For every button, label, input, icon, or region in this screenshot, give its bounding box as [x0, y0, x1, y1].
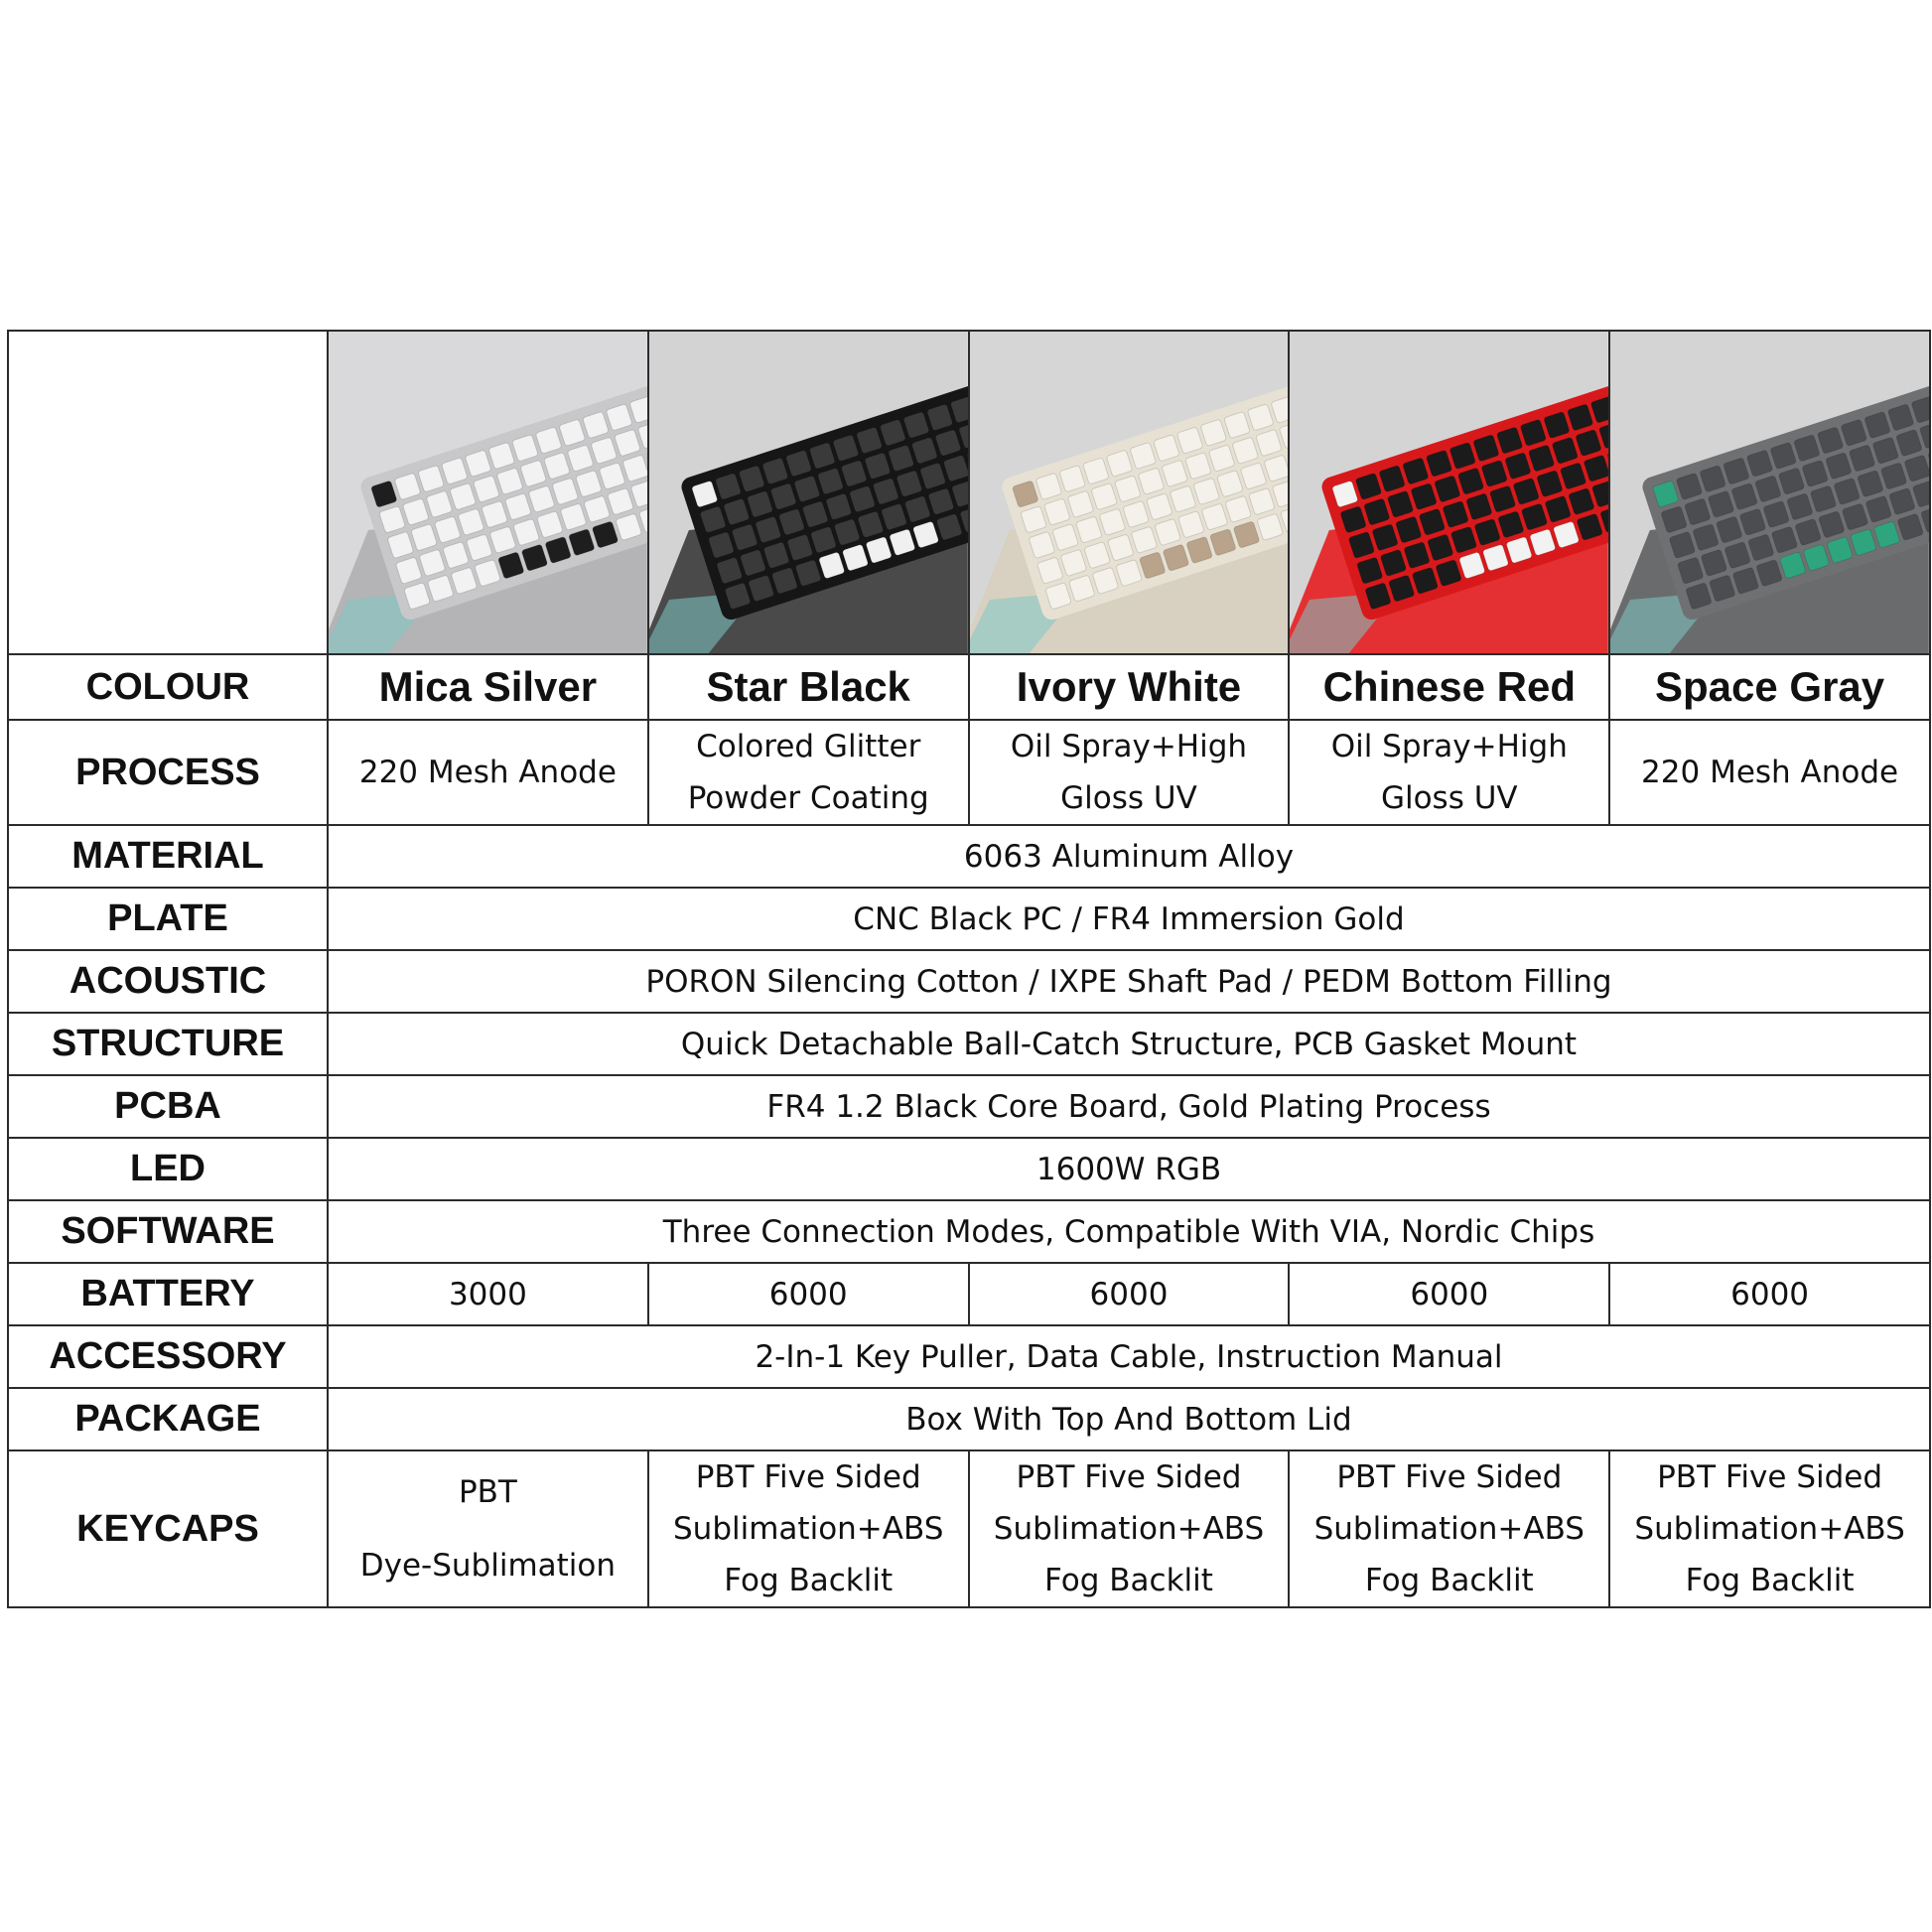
- keycaps-value-space-gray: [1609, 1450, 1930, 1607]
- keycaps-line-2: Sublimation+ABS: [673, 1511, 944, 1547]
- process-text: 220 Mesh Anode: [358, 755, 617, 790]
- keyboard-illustration: [1290, 332, 1608, 653]
- variant-name-space-gray: Space Gray: [1609, 654, 1930, 720]
- variant-name-star-black: Star Black: [648, 654, 969, 720]
- colour-label: COLOUR: [8, 654, 328, 720]
- keycaps-line-1: PBT Five Sided: [695, 1459, 921, 1495]
- material-row: [8, 825, 1930, 888]
- plate-value: CNC Black PC / FR4 Immersion Gold: [328, 888, 1930, 950]
- process-text: 220 Mesh Anode: [1641, 755, 1899, 790]
- product-image-mica-silver: [328, 331, 648, 654]
- image-row: [8, 331, 1930, 654]
- battery-value-mica-silver: 3000: [328, 1263, 648, 1325]
- process-line-1: Oil Spray+High: [1330, 729, 1568, 764]
- led-label: LED: [8, 1138, 328, 1200]
- software-value: Three Connection Modes, Compatible With VIA, Nordic Chips: [328, 1200, 1930, 1263]
- keycaps-line-2: Sublimation+ABS: [993, 1511, 1265, 1547]
- keycaps-value-mica-silver: [328, 1450, 648, 1607]
- keyboard-illustration: [329, 332, 647, 653]
- battery-row: [8, 1263, 1930, 1325]
- keycaps-line-1: PBT Five Sided: [1336, 1459, 1563, 1495]
- process-value-mica-silver: [328, 720, 648, 825]
- keycaps-line-3: Fog Backlit: [1685, 1563, 1855, 1598]
- keycaps-line-3: Fog Backlit: [1364, 1563, 1534, 1598]
- battery-value-star-black: 6000: [648, 1263, 969, 1325]
- colour-row: [8, 654, 1930, 720]
- keycaps-line-2: Sublimation+ABS: [1313, 1511, 1585, 1547]
- product-image-ivory-white: [969, 331, 1290, 654]
- software-row: [8, 1200, 1930, 1263]
- material-value: 6063 Aluminum Alloy: [328, 825, 1930, 888]
- product-image-space-gray: [1609, 331, 1930, 654]
- package-value: Box With Top And Bottom Lid: [328, 1388, 1930, 1450]
- process-line-2: Powder Coating: [687, 780, 929, 816]
- led-row: [8, 1138, 1930, 1200]
- corner-empty-cell: [8, 331, 328, 654]
- keyboard-illustration: [649, 332, 968, 653]
- structure-label: STRUCTURE: [8, 1013, 328, 1075]
- keycaps-row: [8, 1450, 1930, 1607]
- plate-label: PLATE: [8, 888, 328, 950]
- battery-value-space-gray: 6000: [1609, 1263, 1930, 1325]
- keycaps-line-1: PBT Five Sided: [1016, 1459, 1242, 1495]
- process-label: PROCESS: [8, 720, 328, 825]
- keycaps-line-1: PBT Five Sided: [1657, 1459, 1883, 1495]
- process-value-chinese-red: [1289, 720, 1609, 825]
- process-line-1: Oil Spray+High: [1010, 729, 1248, 764]
- keyboard-illustration: [970, 332, 1289, 653]
- keycaps-line-2: Dye-Sublimation: [359, 1548, 617, 1584]
- acoustic-label: ACOUSTIC: [8, 950, 328, 1013]
- spacer: [335, 1518, 641, 1540]
- battery-value-ivory-white: 6000: [969, 1263, 1290, 1325]
- process-value-space-gray: [1609, 720, 1930, 825]
- spec-comparison-table: [7, 330, 1931, 1608]
- led-value: 1600W RGB: [328, 1138, 1930, 1200]
- pcba-label: PCBA: [8, 1075, 328, 1138]
- accessory-label: ACCESSORY: [8, 1325, 328, 1388]
- process-row: [8, 720, 1930, 825]
- keycaps-value-chinese-red: [1289, 1450, 1609, 1607]
- keycaps-line-1: PBT: [458, 1474, 517, 1510]
- accessory-value: 2-In-1 Key Puller, Data Cable, Instruction Manual: [328, 1325, 1930, 1388]
- process-line-2: Gloss UV: [1380, 780, 1518, 816]
- keycaps-value-ivory-white: [969, 1450, 1290, 1607]
- keycaps-line-3: Fog Backlit: [724, 1563, 894, 1598]
- keycaps-line-2: Sublimation+ABS: [1634, 1511, 1905, 1547]
- variant-name-ivory-white: Ivory White: [969, 654, 1290, 720]
- pcba-row: [8, 1075, 1930, 1138]
- structure-row: [8, 1013, 1930, 1075]
- acoustic-value: PORON Silencing Cotton / IXPE Shaft Pad / PEDM Bottom Filling: [328, 950, 1930, 1013]
- process-line-1: Colored Glitter: [696, 729, 921, 764]
- keycaps-value-star-black: [648, 1450, 969, 1607]
- software-label: SOFTWARE: [8, 1200, 328, 1263]
- product-image-chinese-red: [1289, 331, 1609, 654]
- pcba-value: FR4 1.2 Black Core Board, Gold Plating Process: [328, 1075, 1930, 1138]
- process-line-2: Gloss UV: [1060, 780, 1197, 816]
- product-image-star-black: [648, 331, 969, 654]
- variant-name-mica-silver: Mica Silver: [328, 654, 648, 720]
- keyboard-illustration: [1610, 332, 1929, 653]
- keycaps-line-3: Fog Backlit: [1044, 1563, 1213, 1598]
- accessory-row: [8, 1325, 1930, 1388]
- package-row: [8, 1388, 1930, 1450]
- package-label: PACKAGE: [8, 1388, 328, 1450]
- battery-value-chinese-red: 6000: [1289, 1263, 1609, 1325]
- battery-label: BATTERY: [8, 1263, 328, 1325]
- process-value-ivory-white: [969, 720, 1290, 825]
- variant-name-chinese-red: Chinese Red: [1289, 654, 1609, 720]
- process-value-star-black: [648, 720, 969, 825]
- material-label: MATERIAL: [8, 825, 328, 888]
- structure-value: Quick Detachable Ball-Catch Structure, PCB Gasket Mount: [328, 1013, 1930, 1075]
- plate-row: [8, 888, 1930, 950]
- keycaps-label: KEYCAPS: [8, 1450, 328, 1607]
- acoustic-row: [8, 950, 1930, 1013]
